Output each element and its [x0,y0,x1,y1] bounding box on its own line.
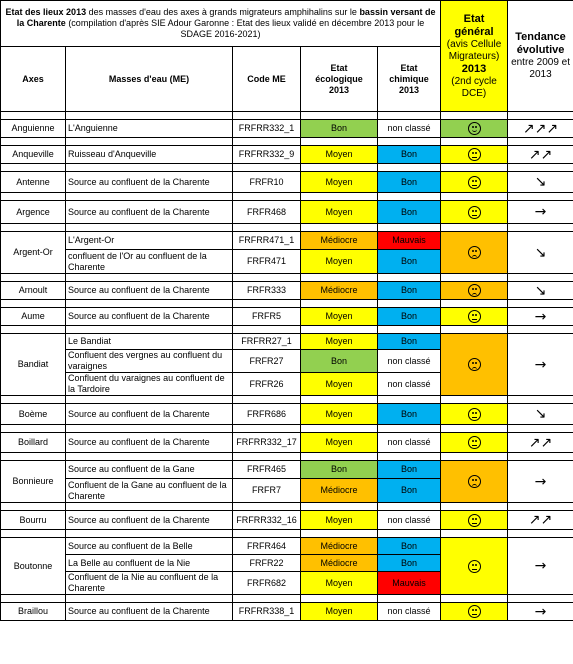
ecological-status-cell: Moyen [301,334,378,350]
chemical-status-cell: Bon [378,308,441,326]
trend-cell [508,538,573,595]
face-mouth [472,215,477,216]
ecological-status-cell: Médiocre [301,282,378,300]
sad-face-icon [468,475,481,488]
spacer-cell [1,138,66,146]
water-body-name-cell: confluent de l'Or au confluent de la Charente [66,250,233,274]
spacer-cell [378,193,441,201]
chemical-status-cell: Bon [378,555,441,572]
spacer-cell [441,224,508,232]
neutral-face-icon [468,206,481,219]
ecological-status-cell: Médiocre [301,232,378,250]
spacer-cell [66,138,233,146]
spacer-cell [66,112,233,120]
spacer-cell [508,164,573,172]
spacer-cell [378,326,441,334]
water-body-name-cell: Source au confluent de la Charente [66,603,233,621]
axis-name-cell: Arnoult [1,282,66,300]
spacer-cell [233,112,301,120]
spacer-cell [66,453,233,461]
water-body-name-cell: La Belle au confluent de la Nie [66,555,233,572]
spacer-cell [66,595,233,603]
spacer-cell [378,396,441,404]
spacer-cell [301,453,378,461]
axis-name-cell: Aume [1,308,66,326]
spacer-cell [301,138,378,146]
trend-cell [508,201,573,224]
spacer-cell [441,453,508,461]
water-body-code-cell: FRFR333 [233,282,301,300]
spacer-cell [1,193,66,201]
spacer-cell [378,595,441,603]
trend-cell [508,511,573,530]
table-row [1,603,573,621]
ecological-status-cell: Moyen [301,373,378,396]
trend-arrow-icon: ↘ [534,406,547,422]
spacer-cell [301,595,378,603]
trend-arrow-icon: → [534,473,547,490]
water-body-name-cell: Source au confluent de la Charente [66,172,233,193]
water-body-name-cell: L'Anguienne [66,120,233,138]
spacer-cell [441,530,508,538]
spacer-cell [378,138,441,146]
chemical-status-cell: Bon [378,404,441,425]
spacer-cell [378,503,441,511]
spacer-cell [233,425,301,433]
face-mouth [472,293,477,297]
trend-arrow-icon: → [534,603,547,620]
ecological-status-cell: Bon [301,461,378,479]
ecological-status-cell: Moyen [301,172,378,193]
chemical-status-cell: non classé [378,373,441,396]
trend-cell [508,334,573,396]
water-body-name-cell: Confluent de la Gane au confluent de la Charente [66,479,233,503]
face-mouth [472,128,477,132]
spacer-cell [66,164,233,172]
chemical-status-cell: Mauvais [378,572,441,595]
ecological-status-cell: Moyen [301,308,378,326]
face-mouth [472,445,477,446]
spacer-cell [301,164,378,172]
spacer-cell [441,300,508,308]
ecological-status-cell: Moyen [301,404,378,425]
general-status-cell [441,120,508,138]
spacer-cell [378,274,441,282]
table-row [1,172,573,193]
spacer-cell [441,193,508,201]
trend-arrow-icon: ↗↗ [528,512,553,528]
spacer-cell [233,530,301,538]
happy-face-icon [468,122,481,135]
trend-cell [508,404,573,425]
spacer-cell [66,396,233,404]
chemical-status-cell: Bon [378,479,441,503]
table-row [1,433,573,453]
spacer-cell [233,193,301,201]
chemical-status-cell: Bon [378,201,441,224]
spacer-cell [508,503,573,511]
general-status-cell [441,538,508,595]
ecological-status-cell: Bon [301,120,378,138]
general-status-cell [441,146,508,164]
chemical-status-cell: Bon [378,334,441,350]
spacer-cell [508,326,573,334]
spacer-cell [441,326,508,334]
water-body-code-cell: FRFR471 [233,250,301,274]
water-body-name-cell: Source au confluent de la Belle [66,538,233,555]
spacer-cell [508,425,573,433]
water-body-code-cell: FRFR5 [233,308,301,326]
spacer-cell [441,396,508,404]
ecological-status-cell: Médiocre [301,538,378,555]
water-body-code-cell: FRFR465 [233,461,301,479]
water-body-code-cell: FRFR682 [233,572,301,595]
water-body-code-cell: FRFRR27_1 [233,334,301,350]
spacer-cell [233,396,301,404]
spacer-cell [233,453,301,461]
water-body-code-cell: FRFR468 [233,201,301,224]
etat-general-header: Etat général (avis Cellule Migrateurs) 2013 (2nd cycle DCE) [441,1,508,112]
spacer-cell [301,193,378,201]
water-body-name-cell: Source au confluent de la Charente [66,201,233,224]
axis-name-cell: Bourru [1,511,66,530]
spacer-cell [441,112,508,120]
spacer-cell [301,503,378,511]
trend-cell [508,433,573,453]
col-code-header: Code ME [233,47,301,112]
table-row [1,461,573,479]
general-status-cell [441,282,508,300]
axis-name-cell: Antenne [1,172,66,193]
axis-name-cell: Bandiat [1,334,66,396]
water-body-code-cell: FRFR26 [233,373,301,396]
spacer-cell [508,193,573,201]
chemical-status-cell: Bon [378,538,441,555]
col-axes-header: Axes [1,47,66,112]
spacer-cell [301,300,378,308]
table-row [1,201,573,224]
sad-face-icon [468,284,481,297]
spacer-cell [441,138,508,146]
spacer-cell [1,112,66,120]
chemical-status-cell: Bon [378,172,441,193]
neutral-face-icon [468,436,481,449]
chemical-status-cell: Bon [378,250,441,274]
spacer-cell [66,193,233,201]
water-body-code-cell: FRFR7 [233,479,301,503]
trend-arrow-icon: → [534,204,547,220]
face-mouth [472,614,477,615]
trend-arrow-icon: → [534,558,547,574]
face-mouth [472,157,477,158]
axis-name-cell: Anqueville [1,146,66,164]
table-row [1,308,573,326]
spacer-cell [66,224,233,232]
water-body-name-cell: Source au confluent de la Charente [66,404,233,425]
general-status-cell [441,603,508,621]
face-mouth [472,484,477,488]
water-body-code-cell: FRFRR332_9 [233,146,301,164]
spacer-cell [1,425,66,433]
col-eco-header: Etat écologique 2013 [301,47,378,112]
general-status-cell [441,201,508,224]
trend-cell [508,232,573,274]
spacer-cell [508,138,573,146]
spacer-cell [378,164,441,172]
water-body-name-cell: Source au confluent de la Charente [66,433,233,453]
axis-name-cell: Argence [1,201,66,224]
spacer-cell [233,274,301,282]
water-body-name-cell: Le Bandiat [66,334,233,350]
general-status-cell [441,334,508,396]
table-row [1,282,573,300]
spacer-cell [301,326,378,334]
spacer-cell [1,326,66,334]
spacer-cell [1,453,66,461]
trend-arrow-icon: ↘ [534,282,547,299]
trend-arrow-icon: ↗↗ [528,146,553,163]
chemical-status-cell: non classé [378,433,441,453]
spacer-cell [301,425,378,433]
water-body-name-cell: Confluent de la Nie au confluent de la Charente [66,572,233,595]
ecological-status-cell: Moyen [301,146,378,164]
face-mouth [472,523,477,524]
water-body-name-cell: L'Argent-Or [66,232,233,250]
general-status-cell [441,172,508,193]
spacer-cell [378,300,441,308]
trend-cell [508,172,573,193]
spacer-cell [378,425,441,433]
ecological-status-cell: Médiocre [301,555,378,572]
spacer-cell [441,164,508,172]
spacer-cell [441,503,508,511]
spacer-cell [66,326,233,334]
table-row [1,120,573,138]
trend-arrow-icon: → [534,356,547,373]
water-body-code-cell: FRFRR338_1 [233,603,301,621]
spacer-cell [233,300,301,308]
ecological-status-cell: Moyen [301,511,378,530]
chemical-status-cell: Bon [378,282,441,300]
spacer-cell [66,503,233,511]
water-body-code-cell: FRFR464 [233,538,301,555]
chemical-status-cell: non classé [378,511,441,530]
spacer-cell [508,112,573,120]
water-body-name-cell: Source au confluent de la Charente [66,308,233,326]
face-mouth [472,319,477,320]
face-mouth [472,417,477,418]
general-status-cell [441,404,508,425]
face-mouth [472,367,477,371]
spacer-cell [508,396,573,404]
spacer-cell [233,164,301,172]
face-mouth [472,185,477,186]
ecological-status-cell: Bon [301,350,378,373]
water-body-code-cell: FRFRR332_16 [233,511,301,530]
chemical-status-cell: Mauvais [378,232,441,250]
trend-arrow-icon: ↘ [534,174,547,190]
spacer-cell [441,274,508,282]
ecological-status-cell: Moyen [301,603,378,621]
table-row [1,232,573,250]
spacer-cell [508,530,573,538]
water-body-code-cell: FRFR10 [233,172,301,193]
spacer-cell [301,530,378,538]
ecological-status-cell: Moyen [301,572,378,595]
neutral-face-icon [468,176,481,189]
axis-name-cell: Braillou [1,603,66,621]
col-chim-header: Etat chimique 2013 [378,47,441,112]
axis-name-cell: Argent-Or [1,232,66,274]
spacer-cell [1,164,66,172]
water-body-name-cell: Source au confluent de la Charente [66,511,233,530]
spacer-cell [301,112,378,120]
neutral-face-icon [468,148,481,161]
axis-name-cell: Bonnieure [1,461,66,503]
spacer-cell [378,224,441,232]
spacer-cell [508,300,573,308]
spacer-cell [301,224,378,232]
trend-cell [508,308,573,326]
chemical-status-cell: non classé [378,120,441,138]
table-row [1,334,573,350]
table-row [1,404,573,425]
neutral-face-icon [468,560,481,573]
spacer-cell [66,530,233,538]
trend-cell [508,120,573,138]
trend-cell [508,282,573,300]
trend-cell [508,461,573,503]
trend-arrow-icon: ↗↗↗ [522,120,559,137]
spacer-cell [66,425,233,433]
chemical-status-cell: Bon [378,461,441,479]
spacer-cell [1,224,66,232]
spacer-cell [66,300,233,308]
sad-face-icon [468,246,481,259]
water-body-code-cell: FRFRR332_17 [233,433,301,453]
spacer-cell [233,138,301,146]
spacer-cell [378,112,441,120]
trend-arrow-icon: → [534,308,547,325]
water-body-code-cell: FRFR22 [233,555,301,572]
spacer-cell [1,274,66,282]
spacer-cell [233,224,301,232]
col-masses-header: Masses d'eau (ME) [66,47,233,112]
general-status-cell [441,232,508,274]
axis-name-cell: Anguienne [1,120,66,138]
spacer-cell [233,595,301,603]
trend-cell [508,603,573,621]
general-status-cell [441,308,508,326]
spacer-cell [378,453,441,461]
chemical-status-cell: non classé [378,603,441,621]
table-title: Etat des lieux 2013 des masses d'eau des axes à grands migrateurs amphihalins sur le bassin versant de la Charente (compilation d'après SIE Adour Garonne : Etat des lieux validé en décembre 2013 pour le SDAGE 2016-2021) [1,1,441,47]
table-row [1,146,573,164]
trend-cell [508,146,573,164]
water-body-code-cell: FRFR27 [233,350,301,373]
spacer-cell [441,595,508,603]
neutral-face-icon [468,310,481,323]
spacer-cell [508,453,573,461]
water-body-name-cell: Ruisseau d'Anqueville [66,146,233,164]
axis-name-cell: Boillard [1,433,66,453]
axis-name-cell: Boème [1,404,66,425]
ecological-status-cell: Moyen [301,433,378,453]
spacer-cell [233,503,301,511]
spacer-cell [1,530,66,538]
ecological-status-cell: Moyen [301,201,378,224]
spacer-cell [378,530,441,538]
ecological-status-cell: Moyen [301,250,378,274]
spacer-cell [1,396,66,404]
spacer-cell [301,274,378,282]
neutral-face-icon [468,514,481,527]
spacer-cell [1,595,66,603]
tendance-header: Tendance évolutive entre 2009 et 2013 [508,1,573,112]
table-row [1,538,573,555]
general-status-cell [441,511,508,530]
trend-arrow-icon: ↘ [534,244,547,261]
chemical-status-cell: Bon [378,146,441,164]
spacer-cell [301,396,378,404]
sad-face-icon [468,358,481,371]
spacer-cell [66,274,233,282]
spacer-cell [508,274,573,282]
water-body-code-cell: FRFR686 [233,404,301,425]
chemical-status-cell: non classé [378,350,441,373]
table-row [1,511,573,530]
water-body-name-cell: Confluent des vergnes au confluent du varaignes [66,350,233,373]
spacer-cell [508,224,573,232]
spacer-cell [233,326,301,334]
spacer-cell [441,425,508,433]
water-body-name-cell: Confluent du varaignes au confluent de la Tardoire [66,373,233,396]
neutral-face-icon [468,408,481,421]
water-body-name-cell: Source au confluent de la Charente [66,282,233,300]
water-body-name-cell: Source au confluent de la Gane [66,461,233,479]
axis-name-cell: Boutonne [1,538,66,595]
trend-arrow-icon: ↗↗ [528,434,553,451]
face-mouth [472,255,477,259]
face-mouth [472,569,477,570]
ecological-status-cell: Médiocre [301,479,378,503]
spacer-cell [1,503,66,511]
general-status-cell [441,461,508,503]
neutral-face-icon [468,605,481,618]
spacer-cell [508,595,573,603]
water-body-code-cell: FRFRR332_1 [233,120,301,138]
general-status-cell [441,433,508,453]
water-body-code-cell: FRFRR471_1 [233,232,301,250]
spacer-cell [1,300,66,308]
